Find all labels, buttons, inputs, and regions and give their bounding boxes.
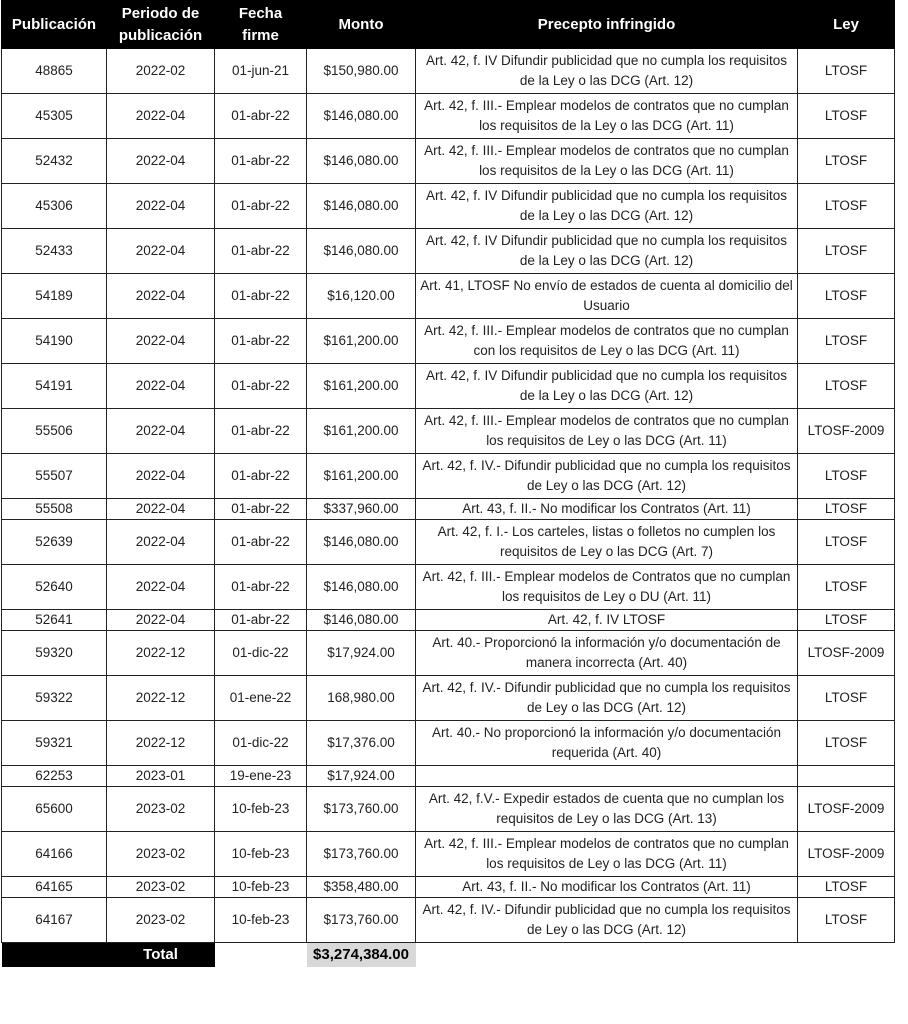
header-monto: Monto <box>307 1 416 49</box>
cell-precepto: Art. 42, f. IV Difundir publicidad que no cumpla los requisitos de la Ley o las DCG (Art. 12) <box>416 229 798 274</box>
cell-monto: 168,980.00 <box>307 676 416 721</box>
table-row <box>2 499 895 520</box>
cell-monto: $17,924.00 <box>307 631 416 676</box>
cell-monto: $161,200.00 <box>307 409 416 454</box>
table-row <box>2 139 895 184</box>
cell-fecha: 10-feb-23 <box>215 787 307 832</box>
cell-precepto: Art. 42, f. III.- Emplear modelos de contratos que no cumplan con los requisitos de Ley o las DCG (Art. 11) <box>416 319 798 364</box>
cell-precepto: Art. 42, f. IV.- Difundir publicidad que no cumpla los requisitos de Ley o las DCG (Art. 12) <box>416 676 798 721</box>
cell-ley: LTOSF <box>798 184 895 229</box>
cell-precepto: Art. 43, f. II.- No modificar los Contratos (Art. 11) <box>416 877 798 898</box>
cell-fecha: 01-abr-22 <box>215 229 307 274</box>
cell-precepto: Art. 42, f. IV.- Difundir publicidad que no cumpla los requisitos de Ley o las DCG (Art. 12) <box>416 454 798 499</box>
table-row <box>2 721 895 766</box>
cell-periodo: 2023-02 <box>107 877 215 898</box>
table-row <box>2 184 895 229</box>
table-row <box>2 631 895 676</box>
total-blank <box>416 943 798 968</box>
total-label-cell <box>2 943 107 968</box>
cell-publicacion: 52640 <box>2 565 107 610</box>
cell-precepto: Art. 42, f. IV Difundir publicidad que no cumpla los requisitos de la Ley o las DCG (Art. 12) <box>416 49 798 94</box>
cell-periodo: 2022-04 <box>107 610 215 631</box>
cell-ley: LTOSF <box>798 229 895 274</box>
cell-monto: $161,200.00 <box>307 364 416 409</box>
cell-periodo: 2022-02 <box>107 49 215 94</box>
cell-monto: $173,760.00 <box>307 787 416 832</box>
cell-monto: $358,480.00 <box>307 877 416 898</box>
total-label: Total <box>107 943 215 968</box>
cell-periodo: 2022-12 <box>107 721 215 766</box>
cell-publicacion: 52639 <box>2 520 107 565</box>
cell-periodo: 2023-02 <box>107 832 215 877</box>
cell-fecha: 01-jun-21 <box>215 49 307 94</box>
table-body <box>2 49 895 943</box>
cell-periodo: 2022-04 <box>107 274 215 319</box>
cell-ley: LTOSF <box>798 364 895 409</box>
cell-ley: LTOSF-2009 <box>798 631 895 676</box>
cell-periodo: 2022-04 <box>107 94 215 139</box>
cell-precepto: Art. 42, f. III.- Emplear modelos de contratos que no cumplan los requisitos de Ley o las DCG (Art. 11) <box>416 832 798 877</box>
cell-fecha: 01-abr-22 <box>215 364 307 409</box>
cell-publicacion: 59320 <box>2 631 107 676</box>
cell-ley: LTOSF <box>798 721 895 766</box>
cell-precepto: Art. 42, f. III.- Emplear modelos de contratos que no cumplan los requisitos de Ley o las DCG (Art. 11) <box>416 409 798 454</box>
cell-publicacion: 65600 <box>2 787 107 832</box>
cell-periodo: 2022-04 <box>107 499 215 520</box>
cell-publicacion: 64166 <box>2 832 107 877</box>
cell-ley: LTOSF <box>798 499 895 520</box>
cell-ley: LTOSF <box>798 49 895 94</box>
cell-publicacion: 48865 <box>2 49 107 94</box>
cell-periodo: 2022-04 <box>107 229 215 274</box>
cell-fecha: 19-ene-23 <box>215 766 307 787</box>
cell-ley: LTOSF <box>798 565 895 610</box>
cell-ley: LTOSF-2009 <box>798 409 895 454</box>
cell-publicacion: 64167 <box>2 898 107 943</box>
cell-precepto: Art. 42, f. IV Difundir publicidad que no cumpla los requisitos de la Ley o las DCG (Art. 12) <box>416 364 798 409</box>
cell-monto: $146,080.00 <box>307 610 416 631</box>
table-row <box>2 565 895 610</box>
cell-ley: LTOSF <box>798 898 895 943</box>
cell-fecha: 10-feb-23 <box>215 832 307 877</box>
cell-fecha: 01-abr-22 <box>215 94 307 139</box>
cell-monto: $146,080.00 <box>307 565 416 610</box>
cell-precepto: Art. 42, f. IV Difundir publicidad que no cumpla los requisitos de la Ley o las DCG (Art. 12) <box>416 184 798 229</box>
table-row <box>2 520 895 565</box>
cell-publicacion: 55507 <box>2 454 107 499</box>
cell-precepto: Art. 42, f. III.- Emplear modelos de contratos que no cumplan los requisitos de la Ley o las DCG (Art. 11) <box>416 94 798 139</box>
cell-fecha: 01-abr-22 <box>215 499 307 520</box>
cell-ley: LTOSF <box>798 94 895 139</box>
cell-fecha: 01-ene-22 <box>215 676 307 721</box>
table-row <box>2 49 895 94</box>
cell-precepto: Art. 42, f. III.- Emplear modelos de contratos que no cumplan los requisitos de la Ley o las DCG (Art. 11) <box>416 139 798 184</box>
cell-monto: $161,200.00 <box>307 319 416 364</box>
cell-ley: LTOSF <box>798 610 895 631</box>
cell-precepto: Art. 40.- No proporcionó la información y/o documentación requerida (Art. 40) <box>416 721 798 766</box>
cell-publicacion: 54190 <box>2 319 107 364</box>
cell-monto: $146,080.00 <box>307 139 416 184</box>
cell-fecha: 10-feb-23 <box>215 898 307 943</box>
table-row <box>2 898 895 943</box>
cell-precepto: Art. 42, f. IV LTOSF <box>416 610 798 631</box>
total-row <box>2 943 895 968</box>
cell-fecha: 01-abr-22 <box>215 565 307 610</box>
cell-publicacion: 55508 <box>2 499 107 520</box>
cell-monto: $146,080.00 <box>307 520 416 565</box>
cell-fecha: 01-abr-22 <box>215 520 307 565</box>
cell-ley: LTOSF <box>798 676 895 721</box>
header-periodo <box>107 1 215 49</box>
table-row <box>2 229 895 274</box>
cell-publicacion: 59321 <box>2 721 107 766</box>
total-spacer <box>215 943 307 968</box>
table-row <box>2 274 895 319</box>
cell-periodo: 2022-04 <box>107 520 215 565</box>
cell-monto: $17,376.00 <box>307 721 416 766</box>
cell-publicacion: 52641 <box>2 610 107 631</box>
cell-monto: $146,080.00 <box>307 229 416 274</box>
cell-publicacion: 45306 <box>2 184 107 229</box>
cell-publicacion: 54191 <box>2 364 107 409</box>
header-fecha-line1: Fecha <box>238 4 283 22</box>
cell-fecha: 01-abr-22 <box>215 139 307 184</box>
cell-monto: $146,080.00 <box>307 184 416 229</box>
cell-publicacion: 59322 <box>2 676 107 721</box>
table-header <box>2 1 895 49</box>
cell-precepto: Art. 42, f. IV.- Difundir publicidad que no cumpla los requisitos de Ley o las DCG (Art. 12) <box>416 898 798 943</box>
cell-precepto: Art. 43, f. II.- No modificar los Contratos (Art. 11) <box>416 499 798 520</box>
cell-fecha: 01-dic-22 <box>215 721 307 766</box>
cell-periodo: 2022-04 <box>107 364 215 409</box>
table-row <box>2 94 895 139</box>
cell-fecha: 01-abr-22 <box>215 274 307 319</box>
cell-publicacion: 45305 <box>2 94 107 139</box>
cell-ley: LTOSF-2009 <box>798 787 895 832</box>
cell-periodo: 2022-12 <box>107 631 215 676</box>
cell-precepto: Art. 42, f.V.- Expedir estados de cuenta que no cumplan los requisitos de Ley o las DCG (Art. 13) <box>416 787 798 832</box>
header-fecha-line2: firme <box>242 26 279 44</box>
cell-publicacion: 52432 <box>2 139 107 184</box>
table-row <box>2 787 895 832</box>
sanctions-table <box>1 0 895 967</box>
cell-periodo: 2023-01 <box>107 766 215 787</box>
header-publicacion: Publicación <box>2 1 107 49</box>
cell-fecha: 01-abr-22 <box>215 184 307 229</box>
cell-publicacion: 54189 <box>2 274 107 319</box>
header-periodo-line1: Periodo de <box>121 4 200 22</box>
cell-monto: $17,924.00 <box>307 766 416 787</box>
cell-publicacion: 62253 <box>2 766 107 787</box>
cell-fecha: 01-abr-22 <box>215 454 307 499</box>
total-blank-2 <box>798 943 895 968</box>
cell-periodo: 2022-12 <box>107 676 215 721</box>
cell-monto: $173,760.00 <box>307 832 416 877</box>
table-row <box>2 364 895 409</box>
cell-periodo: 2022-04 <box>107 409 215 454</box>
header-ley: Ley <box>798 1 895 49</box>
table-row <box>2 766 895 787</box>
cell-fecha: 01-abr-22 <box>215 319 307 364</box>
cell-publicacion: 52433 <box>2 229 107 274</box>
cell-precepto <box>416 766 798 787</box>
cell-precepto: Art. 42, f. III.- Emplear modelos de Contratos que no cumplan los requisitos de Ley o DU (Art. 11) <box>416 565 798 610</box>
cell-ley: LTOSF <box>798 454 895 499</box>
cell-periodo: 2022-04 <box>107 319 215 364</box>
cell-monto: $173,760.00 <box>307 898 416 943</box>
cell-monto: $337,960.00 <box>307 499 416 520</box>
total-value: $3,274,384.00 <box>307 943 416 968</box>
table-row <box>2 832 895 877</box>
cell-ley: LTOSF-2009 <box>798 832 895 877</box>
cell-ley: LTOSF <box>798 274 895 319</box>
cell-fecha: 10-feb-23 <box>215 877 307 898</box>
cell-publicacion: 64165 <box>2 877 107 898</box>
cell-fecha: 01-abr-22 <box>215 409 307 454</box>
cell-periodo: 2022-04 <box>107 565 215 610</box>
table-row <box>2 610 895 631</box>
cell-ley: LTOSF <box>798 139 895 184</box>
cell-fecha: 01-dic-22 <box>215 631 307 676</box>
cell-monto: $16,120.00 <box>307 274 416 319</box>
cell-periodo: 2022-04 <box>107 454 215 499</box>
cell-periodo: 2023-02 <box>107 898 215 943</box>
cell-ley: LTOSF <box>798 877 895 898</box>
header-fecha <box>215 1 307 49</box>
cell-monto: $146,080.00 <box>307 94 416 139</box>
table-row <box>2 676 895 721</box>
cell-ley: LTOSF <box>798 520 895 565</box>
cell-precepto: Art. 40.- Proporcionó la información y/o documentación de manera incorrecta (Art. 40) <box>416 631 798 676</box>
header-periodo-line2: publicación <box>118 26 203 44</box>
cell-periodo: 2023-02 <box>107 787 215 832</box>
header-precepto: Precepto infringido <box>416 1 798 49</box>
cell-precepto: Art. 42, f. I.- Los carteles, listas o folletos no cumplen los requisitos de Ley o las DCG (Art. 7) <box>416 520 798 565</box>
table-row <box>2 877 895 898</box>
cell-monto: $161,200.00 <box>307 454 416 499</box>
cell-publicacion: 55506 <box>2 409 107 454</box>
cell-ley: LTOSF <box>798 319 895 364</box>
table-row <box>2 409 895 454</box>
cell-precepto: Art. 41, LTOSF No envío de estados de cuenta al domicilio del Usuario <box>416 274 798 319</box>
cell-ley <box>798 766 895 787</box>
cell-periodo: 2022-04 <box>107 139 215 184</box>
cell-monto: $150,980.00 <box>307 49 416 94</box>
table-row <box>2 319 895 364</box>
cell-periodo: 2022-04 <box>107 184 215 229</box>
table-row <box>2 454 895 499</box>
cell-fecha: 01-abr-22 <box>215 610 307 631</box>
